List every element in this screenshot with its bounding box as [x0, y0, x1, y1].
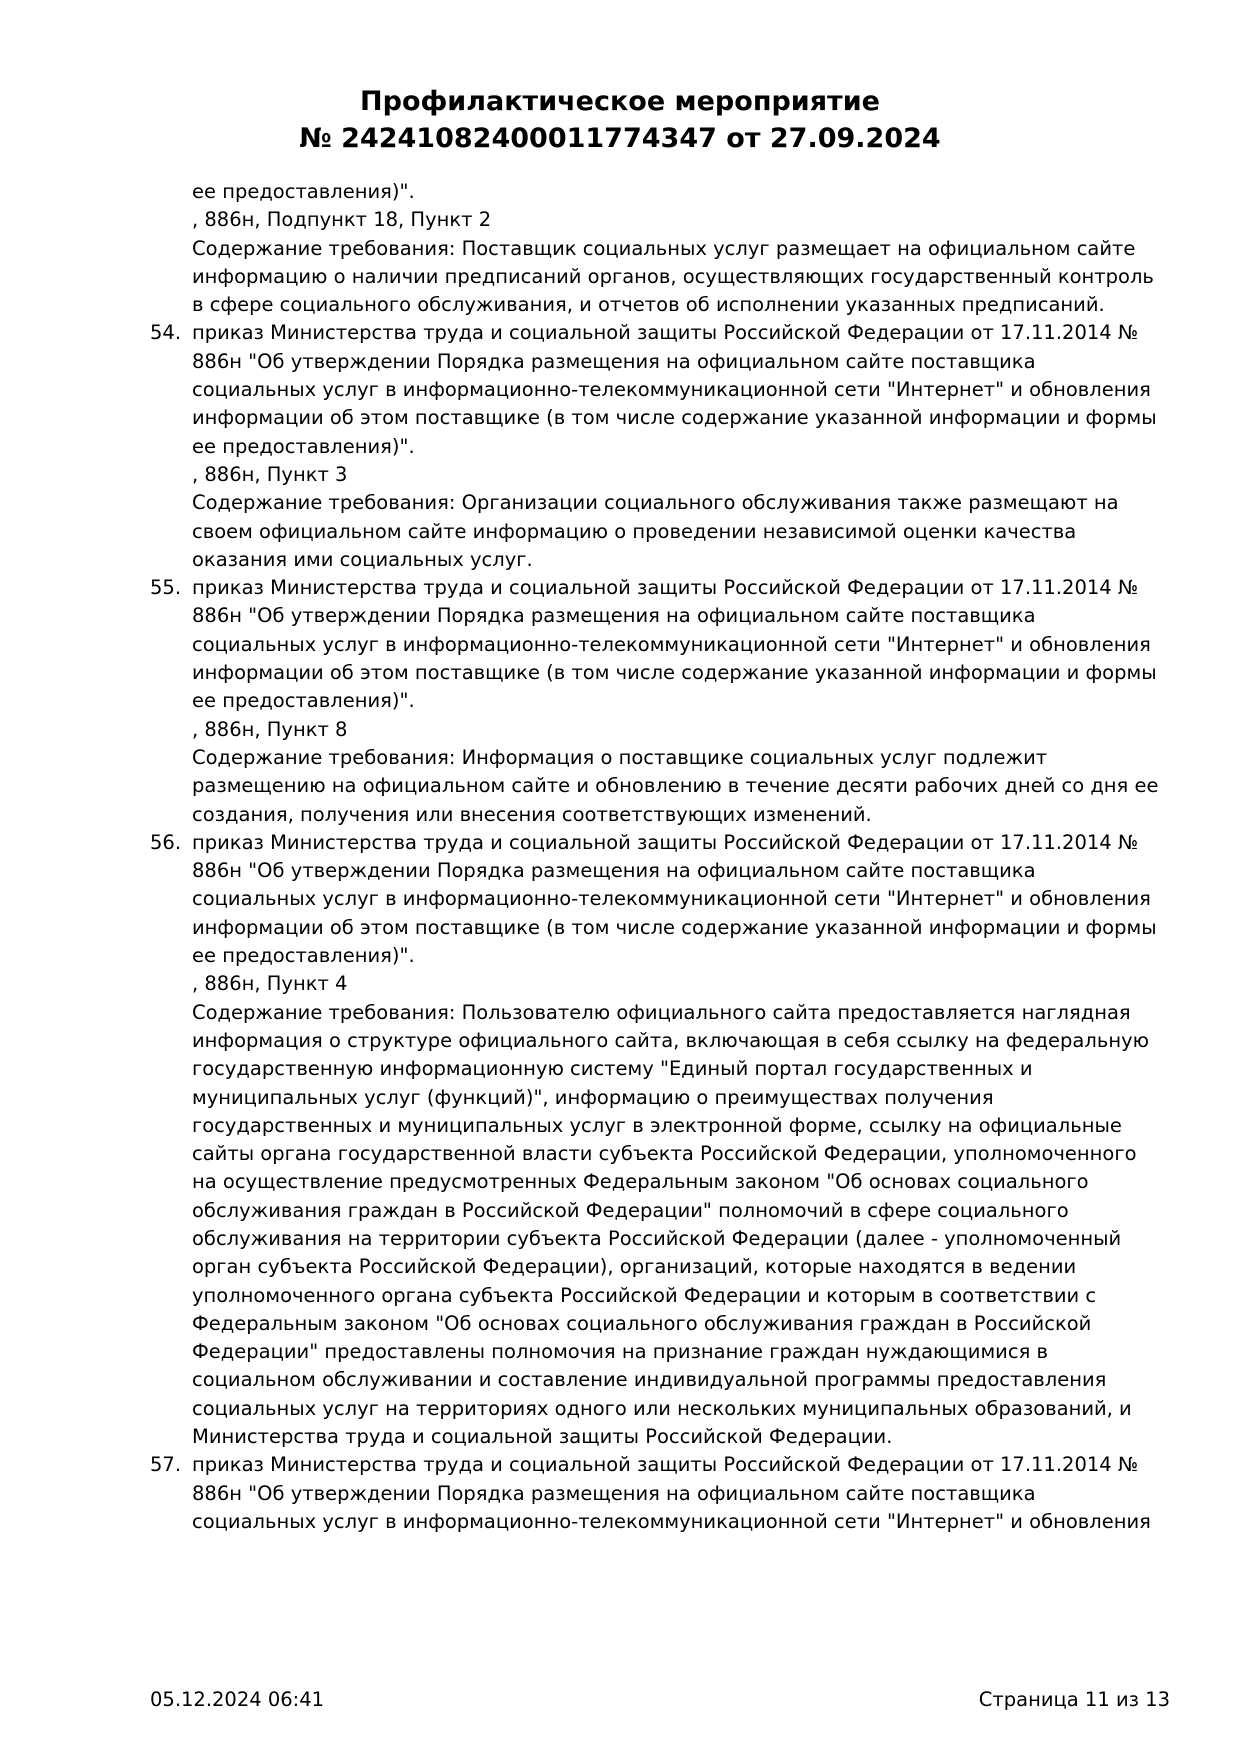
list-item-number: 55.	[150, 576, 182, 600]
text-line: социальных услуг в информационно-телекоммуникационной сети "Интернет" и обновления	[192, 887, 1151, 911]
text-line: муниципальных услуг (функций)", информацию о преимуществах получения	[192, 1085, 994, 1109]
text-line: Федеральным законом "Об основах социального обслуживания граждан в Российской	[192, 1311, 1092, 1335]
text-line: , 886н, Пункт 3	[192, 462, 348, 486]
list-item-number: 54.	[150, 321, 182, 345]
text-line: ее предоставления)".	[192, 180, 415, 203]
document-header	[0, 83, 1240, 157]
continued-item-text	[150, 178, 1170, 319]
text-line: , 886н, Пункт 8	[192, 717, 348, 741]
text-line: приказ Министерства труда и социальной защиты Российской Федерации от 17.11.2014 №	[192, 576, 1139, 600]
text-line: 886н "Об утверждении Порядка размещения на официальном сайте поставщика	[192, 1481, 1036, 1505]
text-line: информации об этом поставщике (в том числе содержание указанной информации и формы	[192, 915, 1157, 939]
text-line: в сфере социального обслуживания, и отчетов об исполнении указанных предписаний.	[192, 293, 1105, 317]
text-line: ее предоставления)".	[192, 944, 415, 968]
text-line: социальных услуг в информационно-телекоммуникационной сети "Интернет" и обновления	[192, 378, 1151, 402]
text-line: Содержание требования: Информация о поставщике социальных услуг подлежит	[192, 745, 1048, 769]
document-title: Профилактическое мероприятие	[360, 86, 880, 117]
text-line: ее предоставления)".	[192, 434, 415, 458]
text-line: обслуживания на территории субъекта Российской Федерации (далее - уполномоченный	[192, 1226, 1122, 1250]
list-item	[150, 829, 1170, 1452]
text-line: создания, получения или внесения соответствующих изменений.	[192, 802, 872, 826]
text-line: , 886н, Подпункт 18, Пункт 2	[192, 208, 492, 232]
list-item	[150, 1451, 1170, 1536]
text-line: государственных и муниципальных услуг в электронной форме, ссылку на официальные	[192, 1113, 1122, 1137]
text-line: ее предоставления)".	[192, 689, 415, 713]
text-line: сайты органа государственной власти субъекта Российской Федерации, уполномоченного	[192, 1142, 1137, 1166]
text-line: 886н "Об утверждении Порядка размещения на официальном сайте поставщика	[192, 859, 1036, 883]
text-line: 886н "Об утверждении Порядка размещения на официальном сайте поставщика	[192, 349, 1036, 373]
text-line: социальных услуг в информационно-телекоммуникационной сети "Интернет" и обновления	[192, 632, 1151, 656]
text-line: информации об этом поставщике (в том числе содержание указанной информации и формы	[192, 661, 1157, 685]
requirements-list	[150, 319, 1170, 1536]
text-line: социальных услуг на территориях одного или нескольких муниципальных образований, и	[192, 1396, 1132, 1420]
text-line: 886н "Об утверждении Порядка размещения на официальном сайте поставщика	[192, 604, 1036, 628]
page-number: Страница 11 из 13	[978, 1688, 1170, 1711]
list-item	[150, 319, 1170, 574]
text-line: размещению на официальном сайте и обновлению в течение десяти рабочих дней со дня ее	[192, 774, 1159, 798]
text-line: Министерства труда и социальной защиты Российской Федерации.	[192, 1425, 893, 1449]
print-datetime: 05.12.2024 06:41	[150, 1688, 325, 1711]
text-line: уполномоченного органа субъекта Российской Федерации и которым в соответствии с	[192, 1283, 1097, 1307]
list-item-number: 56.	[150, 830, 182, 854]
list-item-number: 57.	[150, 1453, 182, 1477]
text-line: Содержание требования: Пользователю официального сайта предоставляется наглядная	[192, 1000, 1131, 1024]
document-number: № 2424108240001177434​7 от 27.09.2024	[299, 123, 941, 154]
text-line: социальных услуг в информационно-телекоммуникационной сети "Интернет" и обновления	[192, 1509, 1151, 1533]
text-line: обслуживания граждан в Российской Федерации" полномочий в сфере социального	[192, 1198, 1069, 1222]
text-line: своем официальном сайте информацию о проведении независимой оценки качества	[192, 519, 1077, 543]
text-line: приказ Министерства труда и социальной защиты Российской Федерации от 17.11.2014 №	[192, 1453, 1139, 1477]
text-line: Содержание требования: Организации социального обслуживания также размещают на	[192, 491, 1119, 515]
text-line: , 886н, Пункт 4	[192, 972, 348, 996]
text-line: приказ Министерства труда и социальной защиты Российской Федерации от 17.11.2014 №	[192, 830, 1139, 854]
text-line: информации об этом поставщике (в том числе содержание указанной информации и формы	[192, 406, 1157, 430]
text-line: на осуществление предусмотренных Федеральным законом "Об основах социального	[192, 1170, 1089, 1194]
text-line: приказ Министерства труда и социальной защиты Российской Федерации от 17.11.2014 №	[192, 321, 1139, 345]
text-line: информация о структуре официального сайта, включающая в себя ссылку на федеральную	[192, 1028, 1150, 1052]
list-item	[150, 574, 1170, 829]
text-line: информацию о наличии предписаний органов, осуществляющих государственный контроль	[192, 264, 1154, 288]
text-line: социальном обслуживании и составление индивидуальной программы предоставления	[192, 1368, 1107, 1392]
text-line: оказания ими социальных услуг.	[192, 547, 533, 571]
text-line: государственную информационную систему "Единый портал государственных и	[192, 1057, 1033, 1081]
document-body	[150, 178, 1170, 1536]
text-line: орган субъекта Российской Федерации), организаций, которые находятся в ведении	[192, 1255, 1077, 1279]
text-line: Содержание требования: Поставщик социальных услуг размещает на официальном сайте	[192, 236, 1136, 260]
text-line: Федерации" предоставлены полномочия на признание граждан нуждающимися в	[192, 1340, 1049, 1364]
